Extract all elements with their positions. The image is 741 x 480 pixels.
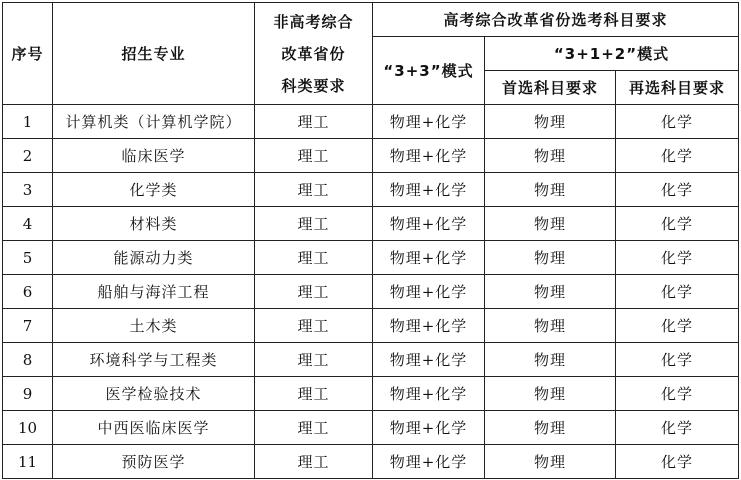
cell-category: 理工 bbox=[255, 139, 373, 173]
cell-major: 预防医学 bbox=[53, 445, 255, 479]
cell-major: 船舶与海洋工程 bbox=[53, 275, 255, 309]
table-row bbox=[3, 343, 739, 377]
cell-category: 理工 bbox=[255, 275, 373, 309]
cell-re-choice: 化学 bbox=[616, 207, 739, 241]
cell-seq: 8 bbox=[3, 343, 53, 377]
cell-major: 材料类 bbox=[53, 207, 255, 241]
header-mode-312: “3+1+2”模式 bbox=[485, 37, 739, 71]
cell-first-choice: 物理 bbox=[485, 207, 616, 241]
cell-mode-33: 物理+化学 bbox=[373, 343, 485, 377]
table-row bbox=[3, 173, 739, 207]
cell-major: 计算机类（计算机学院） bbox=[53, 105, 255, 139]
header-major: 招生专业 bbox=[53, 3, 255, 105]
cell-re-choice: 化学 bbox=[616, 139, 739, 173]
cell-seq: 10 bbox=[3, 411, 53, 445]
cell-re-choice: 化学 bbox=[616, 105, 739, 139]
cell-seq: 1 bbox=[3, 105, 53, 139]
cell-first-choice: 物理 bbox=[485, 173, 616, 207]
table-row bbox=[3, 445, 739, 479]
cell-seq: 4 bbox=[3, 207, 53, 241]
table-row bbox=[3, 207, 739, 241]
cell-category: 理工 bbox=[255, 445, 373, 479]
cell-category: 理工 bbox=[255, 173, 373, 207]
cell-seq: 9 bbox=[3, 377, 53, 411]
cell-first-choice: 物理 bbox=[485, 105, 616, 139]
table-row bbox=[3, 275, 739, 309]
cell-category: 理工 bbox=[255, 241, 373, 275]
cell-re-choice: 化学 bbox=[616, 445, 739, 479]
header-non-reform-line3: 科类要求 bbox=[281, 76, 346, 95]
cell-re-choice: 化学 bbox=[616, 275, 739, 309]
cell-seq: 2 bbox=[3, 139, 53, 173]
table-row bbox=[3, 241, 739, 275]
cell-major: 化学类 bbox=[53, 173, 255, 207]
cell-re-choice: 化学 bbox=[616, 411, 739, 445]
cell-mode-33: 物理+化学 bbox=[373, 241, 485, 275]
cell-major: 中西医临床医学 bbox=[53, 411, 255, 445]
cell-re-choice: 化学 bbox=[616, 173, 739, 207]
cell-category: 理工 bbox=[255, 411, 373, 445]
cell-re-choice: 化学 bbox=[616, 241, 739, 275]
cell-re-choice: 化学 bbox=[616, 309, 739, 343]
cell-mode-33: 物理+化学 bbox=[373, 139, 485, 173]
cell-mode-33: 物理+化学 bbox=[373, 207, 485, 241]
cell-first-choice: 物理 bbox=[485, 445, 616, 479]
table-row bbox=[3, 377, 739, 411]
cell-re-choice: 化学 bbox=[616, 377, 739, 411]
header-reform: 高考综合改革省份选考科目要求 bbox=[373, 3, 739, 37]
cell-major: 环境科学与工程类 bbox=[53, 343, 255, 377]
cell-major: 临床医学 bbox=[53, 139, 255, 173]
cell-category: 理工 bbox=[255, 207, 373, 241]
header-non-reform-line1: 非高考综合 bbox=[273, 12, 354, 31]
table-row bbox=[3, 309, 739, 343]
subject-requirements-table bbox=[2, 2, 739, 479]
header-re-choice: 再选科目要求 bbox=[616, 71, 739, 105]
table-header bbox=[3, 3, 739, 105]
cell-first-choice: 物理 bbox=[485, 377, 616, 411]
cell-seq: 7 bbox=[3, 309, 53, 343]
cell-seq: 5 bbox=[3, 241, 53, 275]
cell-re-choice: 化学 bbox=[616, 343, 739, 377]
cell-major: 医学检验技术 bbox=[53, 377, 255, 411]
cell-first-choice: 物理 bbox=[485, 309, 616, 343]
table-row bbox=[3, 105, 739, 139]
cell-seq: 3 bbox=[3, 173, 53, 207]
cell-mode-33: 物理+化学 bbox=[373, 309, 485, 343]
cell-seq: 11 bbox=[3, 445, 53, 479]
cell-category: 理工 bbox=[255, 309, 373, 343]
table-body bbox=[3, 105, 739, 479]
cell-first-choice: 物理 bbox=[485, 275, 616, 309]
cell-first-choice: 物理 bbox=[485, 139, 616, 173]
cell-seq: 6 bbox=[3, 275, 53, 309]
table-row bbox=[3, 139, 739, 173]
header-non-reform-line2: 改革省份 bbox=[281, 44, 346, 63]
cell-category: 理工 bbox=[255, 105, 373, 139]
cell-category: 理工 bbox=[255, 377, 373, 411]
cell-category: 理工 bbox=[255, 343, 373, 377]
table-row bbox=[3, 411, 739, 445]
cell-major: 土木类 bbox=[53, 309, 255, 343]
cell-mode-33: 物理+化学 bbox=[373, 445, 485, 479]
requirements-table-wrapper bbox=[2, 2, 739, 479]
cell-mode-33: 物理+化学 bbox=[373, 377, 485, 411]
cell-mode-33: 物理+化学 bbox=[373, 173, 485, 207]
cell-mode-33: 物理+化学 bbox=[373, 105, 485, 139]
header-first-choice: 首选科目要求 bbox=[485, 71, 616, 105]
header-seq: 序号 bbox=[3, 3, 53, 105]
header-non-reform bbox=[255, 3, 373, 105]
cell-first-choice: 物理 bbox=[485, 411, 616, 445]
header-mode-33: “3+3”模式 bbox=[373, 37, 485, 105]
cell-mode-33: 物理+化学 bbox=[373, 411, 485, 445]
cell-major: 能源动力类 bbox=[53, 241, 255, 275]
cell-first-choice: 物理 bbox=[485, 241, 616, 275]
cell-mode-33: 物理+化学 bbox=[373, 275, 485, 309]
cell-first-choice: 物理 bbox=[485, 343, 616, 377]
